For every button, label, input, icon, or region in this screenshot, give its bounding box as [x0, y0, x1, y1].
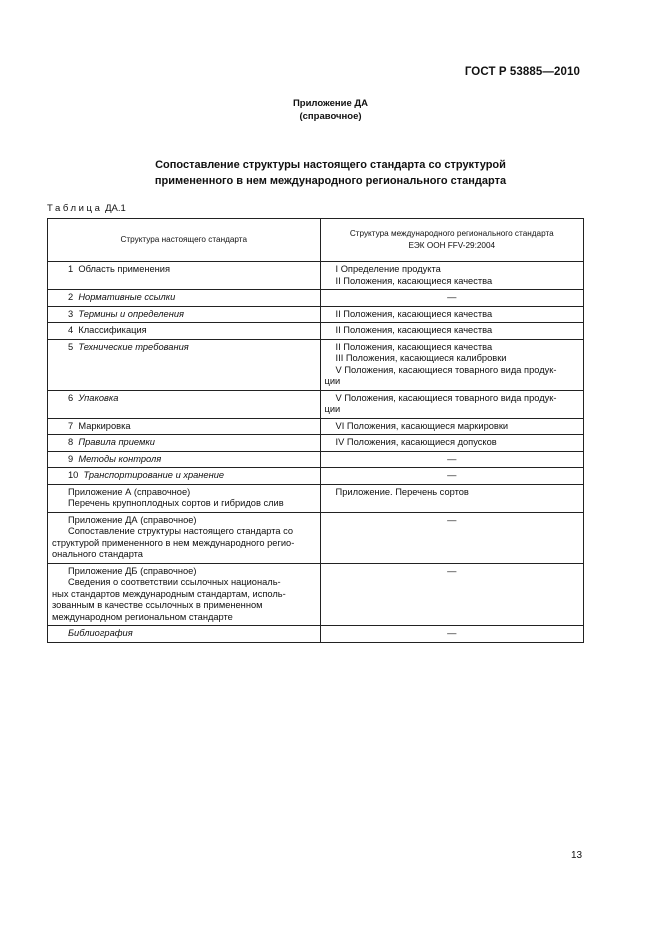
mapped-section: ции [324, 376, 341, 386]
column-header-line: Структура международного регионального стандарта [349, 229, 554, 238]
section-number: 1 [68, 264, 74, 274]
annex-heading [0, 97, 661, 123]
annex-description: Сведения о соответствии ссылочных националь- [68, 577, 281, 587]
table-cell [320, 262, 583, 290]
mapped-section: II Положения, касающиеся качества [335, 325, 493, 335]
mapped-section: Приложение. Перечень сортов [335, 486, 469, 497]
annex-title: Приложение ДА [292, 98, 369, 109]
table-cell [48, 306, 321, 323]
mapped-section: — [447, 565, 457, 576]
annex-title: Приложение ДБ (справочное) [68, 565, 197, 576]
table-cell [320, 484, 583, 512]
page-number: 13 [571, 850, 583, 861]
mapped-section: III Положения, касающиеся калибровки [335, 353, 507, 363]
section-number: 3 [68, 308, 74, 319]
column-header-line: ЕЭК ООН FFV-29:2004 [408, 241, 496, 250]
annex-description: онального стандарта [52, 549, 143, 559]
table-row [48, 390, 584, 418]
mapped-section: — [447, 453, 457, 464]
table-cell [320, 468, 583, 485]
table-cell [320, 626, 583, 643]
table-cell [48, 435, 321, 452]
structure-comparison-table [47, 218, 584, 643]
section-number: 4 [68, 325, 74, 335]
mapped-section: II Положения, касающиеся качества [335, 341, 493, 352]
table-cell [320, 339, 583, 390]
section-number: 5 [68, 341, 74, 352]
table-cell [48, 468, 321, 485]
mapped-section: — [447, 470, 457, 480]
table-cell [48, 323, 321, 340]
table-row [48, 451, 584, 468]
mapped-section: IV Положения, касающиеся допусков [335, 437, 497, 447]
table-row [48, 306, 584, 323]
annex-description: зованным в качестве ссылочных в примененном [52, 600, 263, 610]
table-row [48, 484, 584, 512]
annex-title: Приложение ДА (справочное) [68, 514, 197, 525]
section-number: 9 [68, 453, 74, 464]
table-row [48, 435, 584, 452]
section-title: Методы контроля [78, 453, 162, 464]
table-cell [320, 451, 583, 468]
table-cell [48, 626, 321, 643]
table-cell [48, 262, 321, 290]
table-row [48, 323, 584, 340]
table-cell [320, 390, 583, 418]
mapped-section: ции [324, 404, 341, 414]
section-title: Библиография [68, 628, 133, 638]
section-title: Транспортирование и хранение [83, 470, 225, 480]
table-cell [320, 418, 583, 435]
table-cell [320, 512, 583, 563]
section-title: Классификация [78, 325, 147, 335]
table-cell [320, 435, 583, 452]
table-header-row [48, 219, 584, 262]
table-label-prefix: Таблица [47, 203, 103, 214]
annex-subtitle: (справочное) [299, 111, 362, 122]
main-title-line: примененного в нем международного регионального стандарта [154, 175, 507, 187]
table-cell [48, 451, 321, 468]
section-number: 10 [68, 470, 79, 480]
section-number: 8 [68, 437, 74, 447]
section-title: Правила приемки [78, 437, 155, 447]
section-title: Технические требования [78, 341, 189, 352]
section-title: Термины и определения [78, 308, 184, 319]
section-title: Область применения [78, 264, 171, 274]
table-row [48, 418, 584, 435]
annex-description: Сопоставление структуры настоящего стандарта со [68, 526, 294, 536]
document-code: ГОСТ Р 53885—2010 [464, 66, 580, 78]
table-row [48, 339, 584, 390]
mapped-section: — [447, 628, 457, 638]
table-cell [320, 323, 583, 340]
mapped-section: — [447, 514, 457, 525]
table-cell [320, 563, 583, 626]
table-row [48, 290, 584, 307]
table-cell [48, 418, 321, 435]
table-row [48, 563, 584, 626]
table-cell [48, 290, 321, 307]
table-label-id: ДА.1 [105, 203, 126, 214]
column-header-national: Структура настоящего стандарта [48, 219, 321, 262]
table-label [47, 203, 126, 214]
mapped-section: V Положения, касающиеся товарного вида продук- [335, 392, 557, 403]
annex-description: Перечень крупноплодных сортов и гибридов слив [68, 498, 284, 508]
mapped-section: V Положения, касающиеся товарного вида продук- [335, 364, 557, 375]
annex-description: международном региональном стандарте [52, 611, 233, 622]
mapped-section: — [447, 292, 457, 302]
section-number: 6 [68, 392, 74, 403]
section-title: Нормативные ссылки [78, 292, 176, 302]
annex-title: Приложение А (справочное) [68, 486, 191, 497]
main-title [0, 157, 661, 189]
mapped-section: I Определение продукта [335, 264, 441, 274]
table-row [48, 262, 584, 290]
mapped-section: II Положения, касающиеся качества [335, 308, 493, 319]
annex-description: ных стандартов международным стандартам, исполь- [52, 588, 286, 599]
annex-description: структурой примененного в нем международного регио- [52, 537, 295, 548]
table-cell [48, 512, 321, 563]
table-row [48, 512, 584, 563]
section-number: 2 [68, 292, 74, 302]
section-title: Упаковка [78, 392, 119, 403]
table-cell [48, 339, 321, 390]
section-number: 7 [68, 420, 74, 431]
table-cell [48, 390, 321, 418]
table-cell [48, 563, 321, 626]
section-title: Маркировка [78, 420, 131, 431]
table-row [48, 468, 584, 485]
table-row [48, 626, 584, 643]
main-title-line: Сопоставление структуры настоящего стандарта со структурой [155, 159, 506, 171]
mapped-section: II Положения, касающиеся качества [335, 275, 493, 286]
column-header-international [320, 219, 583, 262]
table-cell [320, 290, 583, 307]
mapped-section: VI Положения, касающиеся маркировки [335, 420, 509, 431]
table-cell [48, 484, 321, 512]
table-cell [320, 306, 583, 323]
